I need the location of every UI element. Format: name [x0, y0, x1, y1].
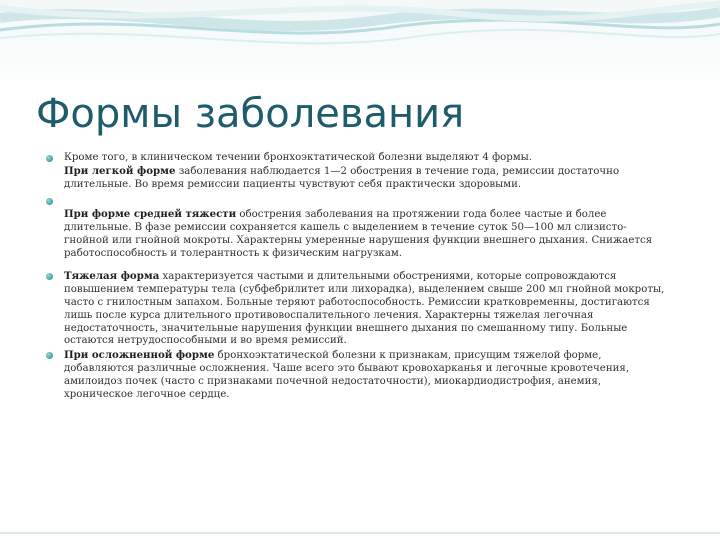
- term-medium-form: При форме средней тяжести: [64, 208, 237, 221]
- paragraph-severe-form: [64, 270, 668, 348]
- paragraph-intro: Кроме того, в клиническом течении бронхоэктатической болезни выделяют 4 формы.: [64, 152, 533, 163]
- term-light-form: При легкой форме: [64, 164, 176, 177]
- bullet-icon: [46, 155, 53, 162]
- bullet-icon: [46, 198, 53, 205]
- list-item-light-form: [44, 152, 668, 191]
- list-item-severe-form: [44, 270, 668, 348]
- empty-line: [64, 195, 668, 208]
- decorative-waves: [0, 0, 720, 80]
- page-title: Формы заболевания: [36, 91, 465, 137]
- paragraph-medium-form: [64, 208, 668, 260]
- content-list: [44, 152, 668, 401]
- term-complicated-form: При осложненной форме: [64, 349, 215, 362]
- paragraph-complicated-form: [64, 349, 668, 401]
- text-complicated-form: бронхоэктатической болезни к признакам, присущим тяжелой форме, добавляются различные осложнения. Чаше всего это бывают кровохарканья и легочные кровотечения, амилоидоз почек (часто с признаками почечной недостаточности), миокардиодистрофия, анемия, хроническое легочное сердце.: [64, 350, 630, 400]
- paragraph-light-form: [64, 165, 668, 192]
- list-item-medium-form: [44, 195, 668, 260]
- bullet-icon: [46, 352, 53, 359]
- bottom-divider: [0, 532, 720, 534]
- text-light-form: заболевания наблюдается 1—2 обострения в течение года, ремиссии достаточно длительные. Во время ремиссии пациенты чувствуют себя практически здоровыми.: [64, 165, 620, 190]
- text-severe-form: характеризуется частыми и длительными обострениями, которые сопровождаются повышением температуры тела (субфебрилитет или лихорадка), выделением свыше 200 мл гнойной мокроты, часто с гнилостным запахом. Больные теряют работоспособность. Ремиссии кратковременны, достигаются лишь после курса длительного противовоспалительного лечения. Характерны тяжелая легочная недостаточность, значительные нарушения функции внешнего дыхания по смешанному типу. Больные остаются нетрудоспособными и во время ремиссий.: [64, 271, 665, 347]
- text-medium-form: обострения заболевания на протяжении года более частые и более длительные. В фазе ремиссии сохраняется кашель с выделением в течение суток 50—100 мл слизисто-гнойной или гнойной мокроты. Характерны умеренные нарушения функции внешнего дыхания. Снижается работоспособность и толерантность к физическим нагрузкам.: [64, 209, 653, 259]
- bullet-icon: [46, 273, 53, 280]
- term-severe-form: Тяжелая форма: [64, 270, 160, 283]
- list-item-complicated-form: [44, 349, 668, 401]
